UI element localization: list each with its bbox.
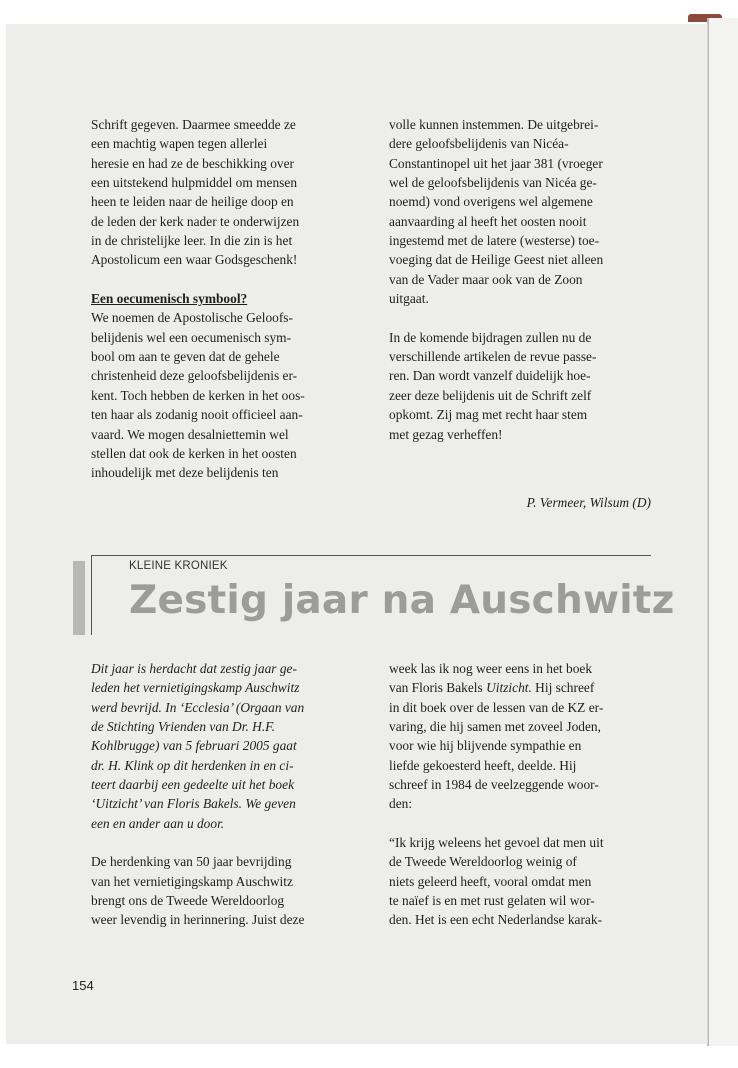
text-run: week las ik nog weer eens in het boek van Floris Bakels bbox=[389, 661, 593, 696]
author-credit: P. Vermeer, Wilsum (D) bbox=[526, 495, 651, 510]
paragraph: volle kunnen instemmen. De uitgebrei- dere geloofsbelijdenis van Nicéa- Constantinopel uit het jaar 381 (vroeger wel de geloofsbelijdenis van Nicéa ge- noemd) vond overigens wel algemene aanvaarding al heeft het oosten nooit ingestemd met de latere (westerse) toe- voeging dat de Heilige Geest niet alleen van de Vader maar ook van de Zoon uitgaat. bbox=[389, 117, 604, 307]
top-right-column bbox=[389, 115, 651, 444]
paragraph: De herdenking van 50 jaar bevrijding van het vernietigingskamp Auschwitz brengt ons de Tweede Wereldoorlog weer levendig in herinnering. Juist deze bbox=[91, 854, 305, 928]
paragraph bbox=[389, 659, 651, 814]
paragraph: Schrift gegeven. Daarmee smeedde ze een machtig wapen tegen allerlei heresie en had ze de beschikking over een uitstekend hulpmiddel om mensen heen te leiden naar de heilige doop en de leden der kerk nader te onderwijzen in de christelijke leer. In die zin is het Apostolicum een waar Godsgeschenk! bbox=[91, 117, 300, 268]
bottom-left-column bbox=[91, 659, 353, 930]
text-run: Hij schreef in dit boek over de lessen van de KZ er- varing, die hij samen met zoveel Joden, voor wie hij blijvende sympathie en liefde gekoesterd heeft, deelde. Hij schreef in 1984 de veelzeggende woor- den: bbox=[389, 680, 604, 812]
intro-paragraph: Dit jaar is herdacht dat zestig jaar ge- leden het vernietigingskamp Auschwitz werd bevrijd. In ‘Ecclesia’ (Orgaan van de Stichting Vrienden van Dr. H.F. Kohlbrugge) van 5 februari 2005 gaat dr. H. Klink op dit herdenken in en ci- teert daarbij een gedeelte uit het boek ‘Uitzicht’ van Floris Bakels. We geven een en ander aan u door. bbox=[91, 661, 305, 831]
top-left-column bbox=[91, 115, 346, 483]
bottom-right-column bbox=[389, 659, 651, 930]
quote-paragraph: “Ik krijg weleens het gevoel dat men uit de Tweede Wereldoorlog weinig of niets geleerd heeft, vooral omdat men te naïef is en met rust gelaten wil wor- den. Het is een echt Nederlandse karak- bbox=[389, 835, 604, 928]
adjacent-page-edge bbox=[707, 18, 738, 1046]
subheading: Een oecumenisch symbool? bbox=[91, 291, 248, 307]
book-title: Uitzicht. bbox=[486, 680, 532, 696]
paragraph: In de komende bijdragen zullen nu de verschillende artikelen de revue passe- ren. Dan wordt vanzelf duidelijk hoe- zeer deze belijdenis uit de Schrift zelf opkomt. Zij mag met recht haar stem met gezag verheffen! bbox=[389, 329, 597, 442]
paragraph: We noemen de Apostolische Geloofs- belijdenis wel een oecumenisch sym- bool om aan te geven dat de gehele christenheid deze geloofsbelijdenis er- kent. Toch hebben de kerken in het oos- ten haar als zodanig nooit officieel aan- vaard. We mogen desalniettemin wel stellen dat ook de kerken in het oosten inhoudelijk met deze belijdenis ten bbox=[91, 310, 305, 481]
section-rule-vertical bbox=[91, 555, 92, 635]
headline-accent-block bbox=[73, 561, 85, 635]
section-kicker: KLEINE KRONIEK bbox=[129, 560, 228, 572]
section-rule bbox=[91, 555, 651, 556]
article-headline: Zestig jaar na Auschwitz bbox=[129, 578, 675, 623]
page-number: 154 bbox=[72, 978, 94, 993]
